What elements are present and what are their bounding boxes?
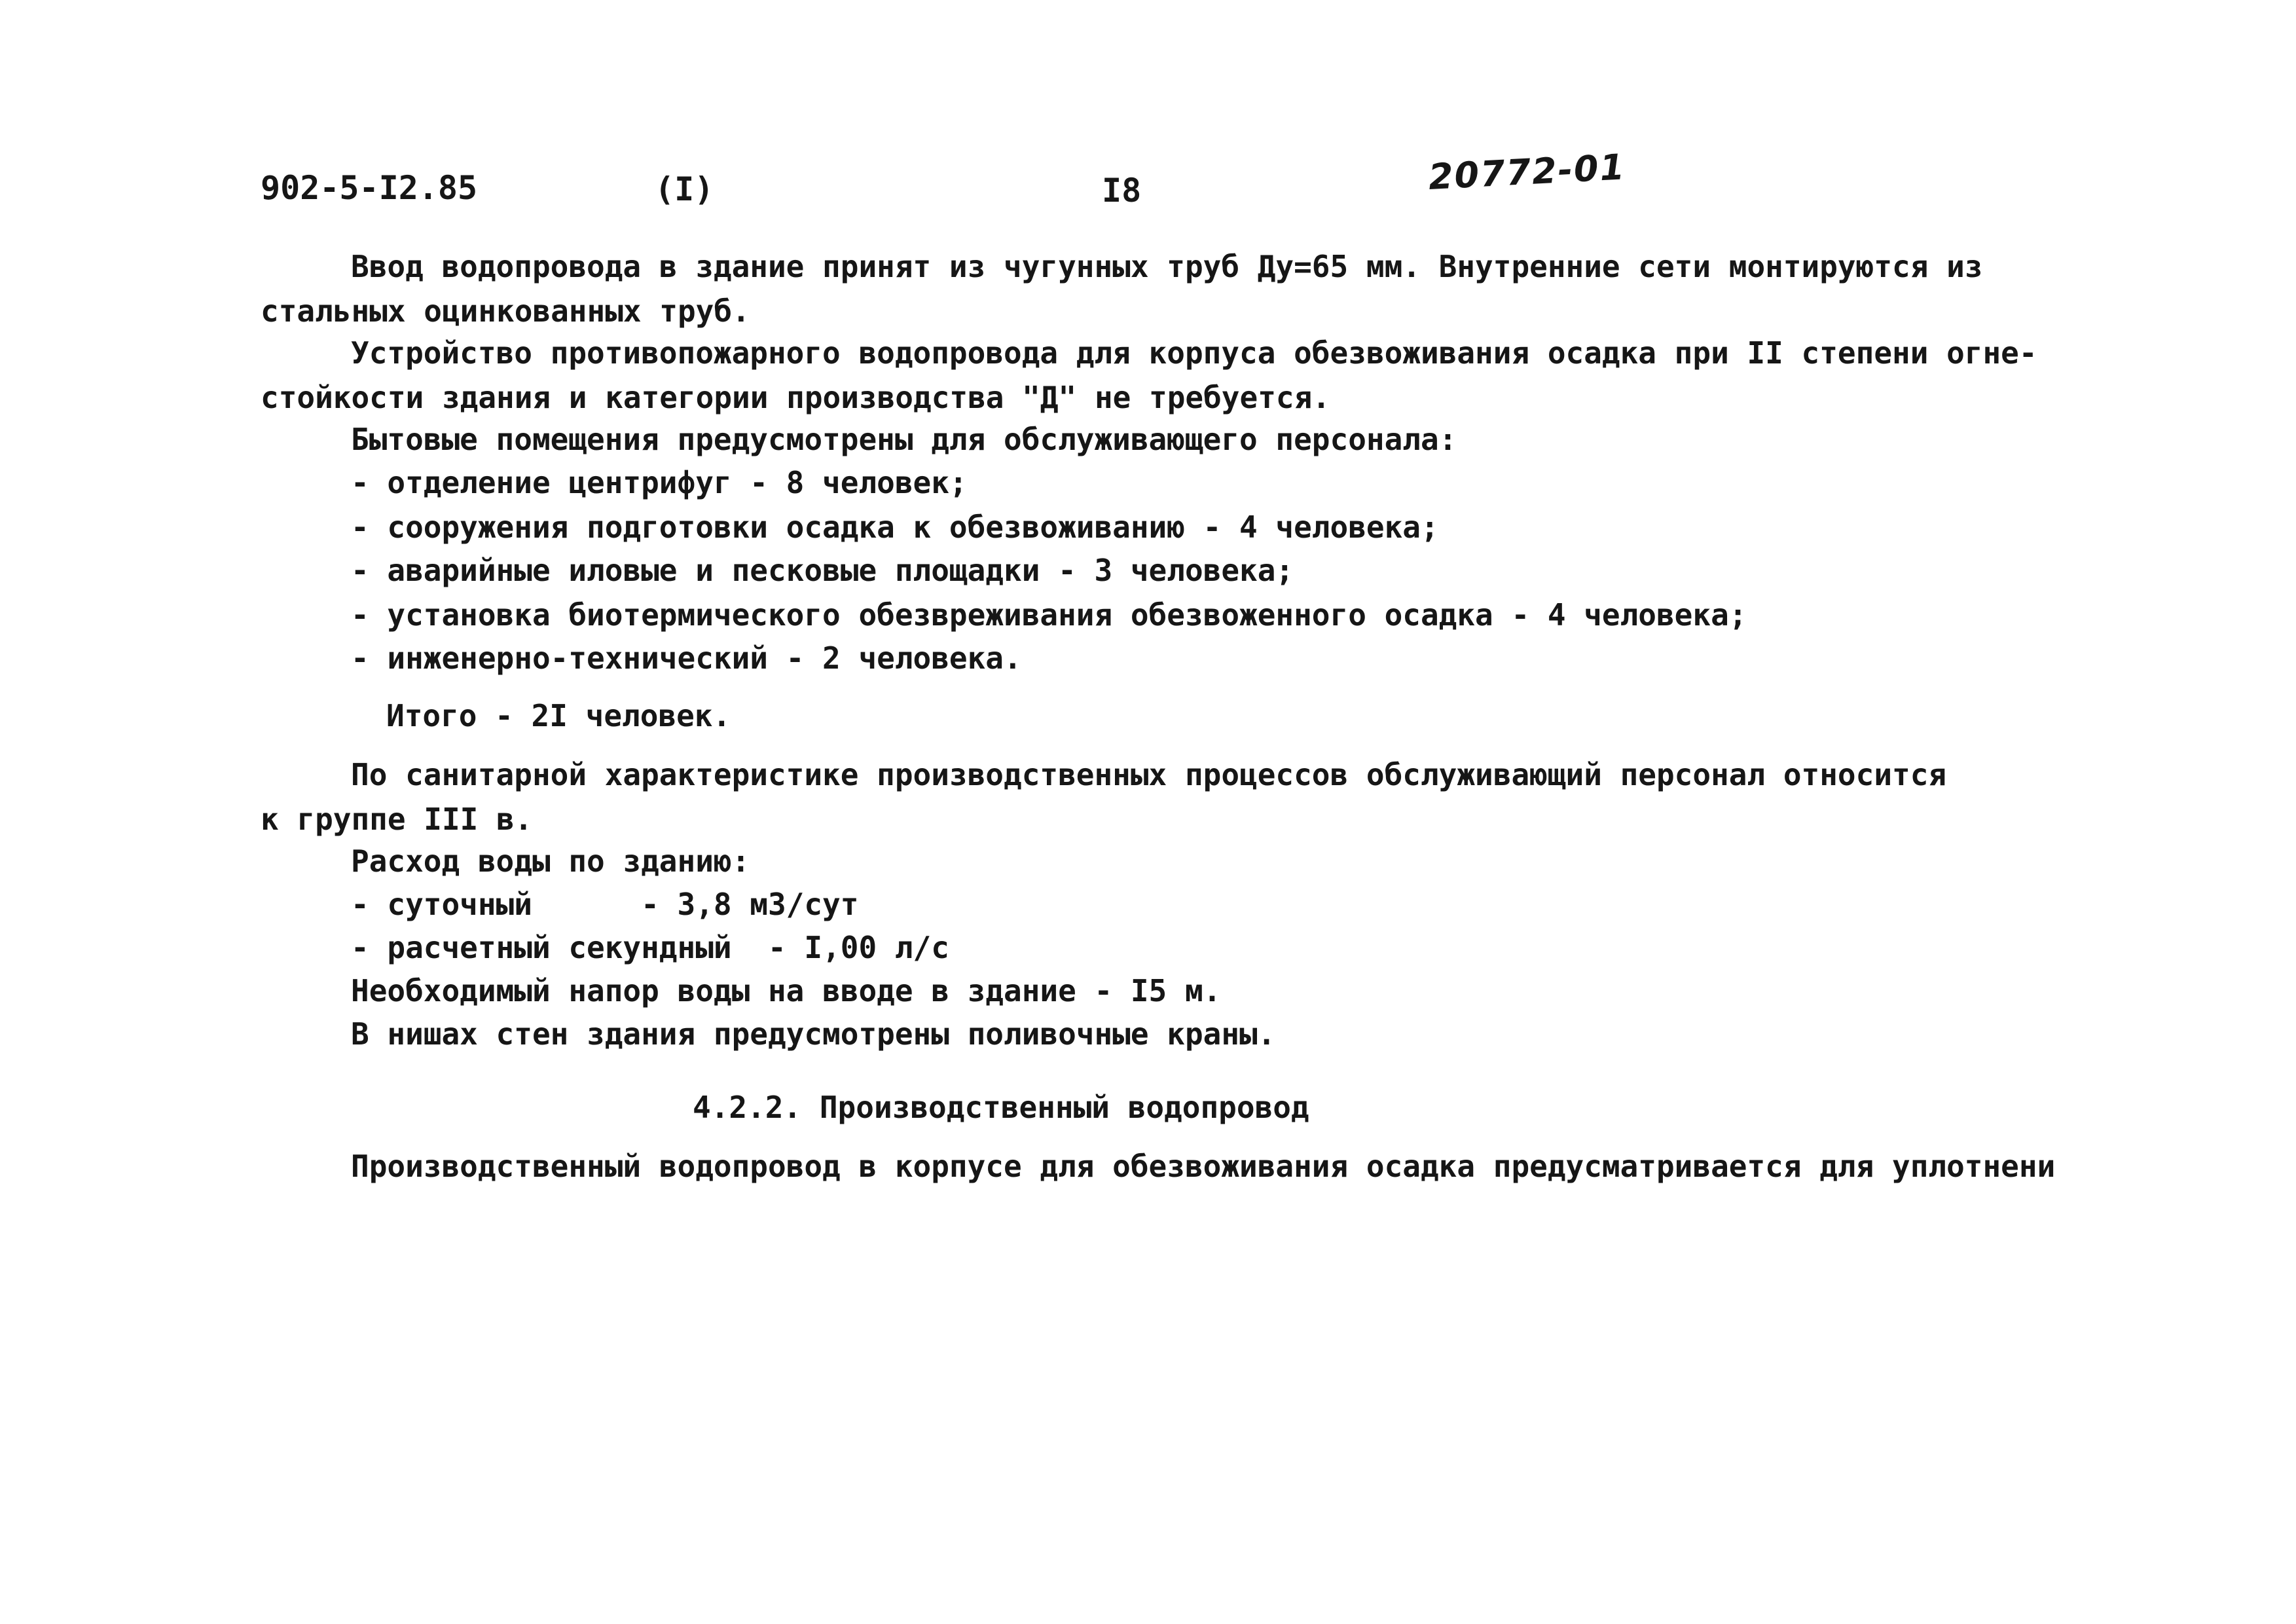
document-code: 902-5-I2.85 xyxy=(261,169,478,207)
paragraph-line: стойкости здания и категории производства "Д" не требуется. xyxy=(261,380,1330,415)
paragraph-line: По санитарной характеристике производственных процессов обслуживающий персонал относится xyxy=(351,757,1947,792)
paragraph-line: стальных оцинкованных труб. xyxy=(261,293,750,329)
list-item: - отделение центрифуг - 8 человек; xyxy=(351,465,968,500)
list-item: - установка биотермического обезвреживания обезвоженного осадка - 4 человека; xyxy=(351,597,1747,633)
volume-number: (I) xyxy=(655,170,714,208)
list-item: - сооружения подготовки осадка к обезвоживанию - 4 человека; xyxy=(351,509,1439,545)
paragraph-line: В нишах стен здания предусмотрены поливочные краны. xyxy=(351,1016,1276,1052)
paragraph-line: Ввод водопровода в здание принят из чугунных труб Ду=65 мм. Внутренние сети монтируются из xyxy=(351,249,1983,284)
list-item: - аварийные иловые и песковые площадки - 3 человека; xyxy=(351,553,1294,588)
handwritten-stamp-number: 20772-01 xyxy=(1427,146,1627,198)
staff-total: Итого - 2I человек. xyxy=(386,698,731,733)
list-item: - расчетный секундный - I,00 л/с xyxy=(351,930,949,965)
paragraph-line: к группе III в. xyxy=(261,802,533,837)
list-item: - суточный - 3,8 м3/сут xyxy=(351,887,859,922)
section-heading: 4.2.2. Производственный водопровод xyxy=(693,1090,1309,1125)
paragraph-line: Расход воды по зданию: xyxy=(351,843,750,879)
paragraph-line: Устройство противопожарного водопровода для корпуса обезвоживания осадка при II степени огне- xyxy=(351,335,2037,371)
paragraph-line: Бытовые помещения предусмотрены для обслуживающего персонала: xyxy=(351,422,1457,457)
paragraph-line: Необходимый напор воды на вводе в здание - I5 м. xyxy=(351,973,1222,1008)
page-number: I8 xyxy=(1102,172,1142,210)
list-item: - инженерно-технический - 2 человека. xyxy=(351,640,1022,676)
paragraph-line: Производственный водопровод в корпусе для обезвоживания осадка предусматривается для уплотнени xyxy=(351,1149,2056,1184)
